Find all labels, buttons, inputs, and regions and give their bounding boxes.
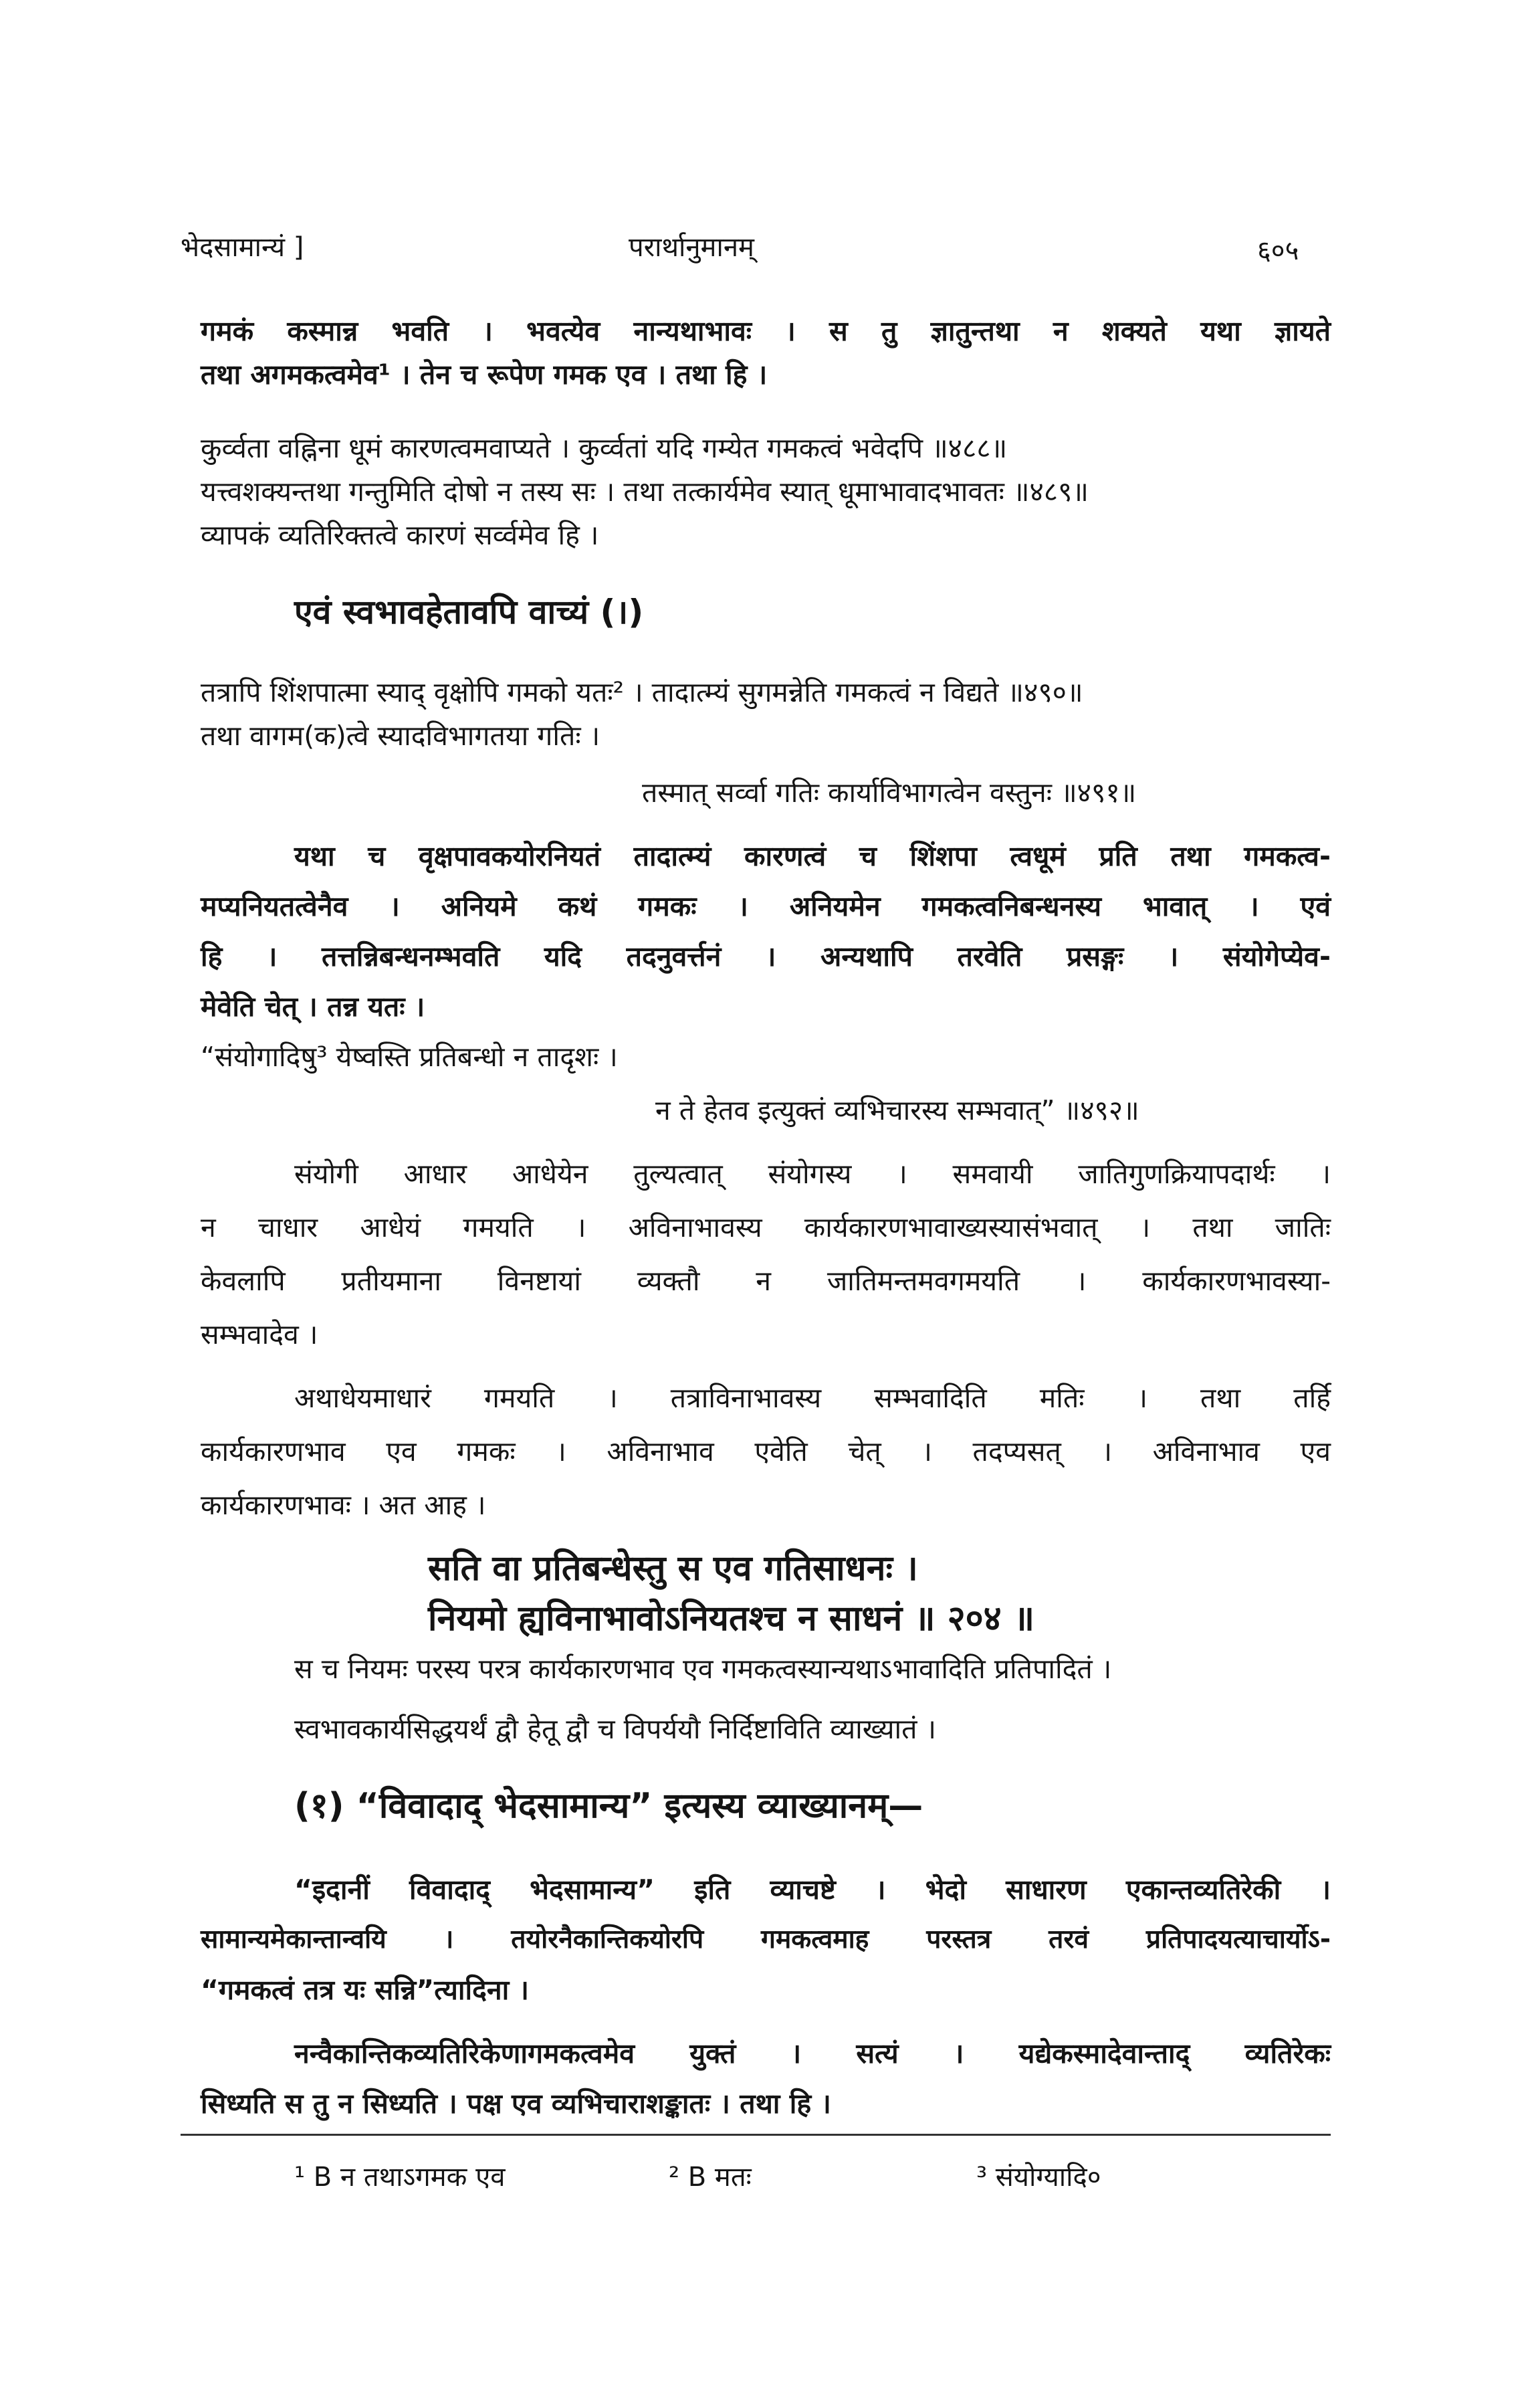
para-2-line-3: हि । तत्तन्निबन्धनम्भवति यदि तदनुवर्त्तनं । अन्यथापि तरवेति प्रसङ्गः । संयोगेप्येव- xyxy=(201,940,1331,973)
verse-204-line-2: नियमो ह्यविनाभावोऽनियतश्च न साधनं ॥ २०४ ॥ xyxy=(428,1599,1034,1639)
para-6-line-1: “इदानीं विवादाद् भेदसामान्य” इति व्याचष्टे । भेदो साधारण एकान्तव्यतिरेकी । xyxy=(294,1874,1331,1906)
karika-491-first-half: तथा वागम(क)त्वे स्यादविभागतया गतिः । xyxy=(201,720,600,752)
para-5-line-2: स्वभावकार्यसिद्धयर्थं द्वौ हेतू द्वौ च विपर्ययौ निर्दिष्टाविति व्याख्यातं । xyxy=(294,1713,937,1745)
verse-204-line-1: सति वा प्रतिबन्धेस्तु स एव गतिसाधनः । xyxy=(428,1548,918,1589)
para-2-line-4: मेवेति चेत् । तन्न यतः । xyxy=(201,991,425,1023)
section-heading-svabhava: एवं स्वभावहेतावपि वाच्यं (।) xyxy=(294,593,644,631)
para-2-line-2: मप्यनियतत्वेनैव । अनियमे कथं गमकः । अनियमेन गमकत्वनिबन्धनस्य भावात् । एवं xyxy=(201,890,1331,922)
karika-489-continued: व्यापकं व्यतिरिक्तत्वे कारणं सर्व्वमेव हि । xyxy=(201,519,599,551)
footnote-rule xyxy=(181,2134,1331,2136)
para-4-line-2: कार्यकारणभाव एव गमकः । अविनाभाव एवेति चेत् । तदप्यसत् । अविनाभाव एव xyxy=(201,1435,1331,1468)
karika-490: तत्रापि शिंशपात्मा स्याद् वृक्षोपि गमको यतः² । तादात्म्यं सुगमन्नेति गमकत्वं न विद्यते ॥४९०॥ xyxy=(201,676,1083,708)
para-3-line-2: न चाधार आधेयं गमयति । अविनाभावस्य कार्यकारणभावाख्यस्यासंभवात् । तथा जातिः xyxy=(201,1211,1331,1243)
footnote-2: ² B मतः xyxy=(669,2162,752,2193)
section-heading-vivadad: (१) “विवादाद् भेदसामान्य” इत्यस्य व्याख्यानम्— xyxy=(294,1786,923,1826)
para-4-line-3: कार्यकारणभावः । अत आह । xyxy=(201,1489,486,1521)
para-7-line-2: सिध्यति स तु न सिध्यति । पक्ष एव व्यभिचाराशङ्कातः । तथा हि । xyxy=(201,2088,831,2120)
quote-492-first-half: “संयोगादिषु³ येष्वस्ति प्रतिबन्धो न तादृशः । xyxy=(201,1041,618,1073)
quote-492-second-half: न ते हेतव इत्युक्तं व्यभिचारस्य सम्भवात्” ॥४९२॥ xyxy=(655,1094,1139,1126)
karika-488: कुर्व्वता वह्निना धूमं कारणत्वमवाप्यते । कुर्व्वतां यदि गम्येत गमकत्वं भवेदपि ॥४८८॥ xyxy=(201,432,1008,464)
para-6-line-2: सामान्यमेकान्तान्वयि । तयोरनैकान्तिकयोरपि गमकत्वमाह परस्तत्र तरवं प्रतिपादयत्याचार्योऽ- xyxy=(201,1924,1331,1954)
karika-489: यत्त्वशक्यन्तथा गन्तुमिति दोषो न तस्य सः । तथा तत्कार्यमेव स्यात् धूमाभावादभावतः ॥४८९॥ xyxy=(201,476,1089,508)
page-number: ६०५ xyxy=(1257,235,1299,266)
footnote-3: ³ संयोग्यादि० xyxy=(976,2162,1101,2193)
para-4-line-1: अथाधेयमाधारं गमयति । तत्राविनाभावस्य सम्भवादिति मतिः । तथा तर्हि xyxy=(294,1382,1331,1414)
para-7-line-1: नन्वैकान्तिकव्यतिरिकेणागमकत्वमेव युक्तं । सत्यं । यद्येकस्मादेवान्ताद् व्यतिरेकः xyxy=(294,2037,1331,2070)
para-3-line-4: सम्भवादेव । xyxy=(201,1318,318,1350)
para-6-line-3: “गमकत्वं तत्र यः सन्नि”त्यादिना । xyxy=(201,1974,530,2006)
para-1-line-2: तथा अगमकत्वमेव¹ । तेन च रूपेण गमक एव । तथा हि । xyxy=(201,359,768,391)
para-3-line-1: संयोगी आधार आधेयेन तुल्यत्वात् संयोगस्य । समवायी जातिगुणक्रियापदार्थः । xyxy=(294,1158,1331,1190)
running-head-title: परार्थानुमानम् xyxy=(629,232,754,263)
para-3-line-3: केवलापि प्रतीयमाना विनष्टायां व्यक्तौ न जातिमन्तमवगमयति । कार्यकारणभावस्या- xyxy=(201,1265,1331,1297)
para-5-line-1: स च नियमः परस्य परत्र कार्यकारणभाव एव गमकत्वस्यान्यथाऽभावादिति प्रतिपादितं । xyxy=(294,1653,1112,1685)
footnote-1: ¹ B न तथाऽगमक एव xyxy=(294,2162,506,2193)
para-1-line-1: गमकं कस्मान्न भवति । भवत्येव नान्यथाभावः । स तु ज्ञातुन्तथा न शक्यते यथा ज्ञायते xyxy=(201,315,1331,347)
para-2-line-1: यथा च वृक्षपावकयोरनियतं तादात्म्यं कारणत्वं च शिंशपा त्वधूमं प्रति तथा गमकत्व- xyxy=(294,840,1331,872)
running-head-left: भेदसामान्यं ] xyxy=(181,232,304,263)
karika-491-second-half: तस्मात् सर्व्वा गतिः कार्याविभागत्वेन वस्तुनः ॥४९१॥ xyxy=(642,777,1137,809)
